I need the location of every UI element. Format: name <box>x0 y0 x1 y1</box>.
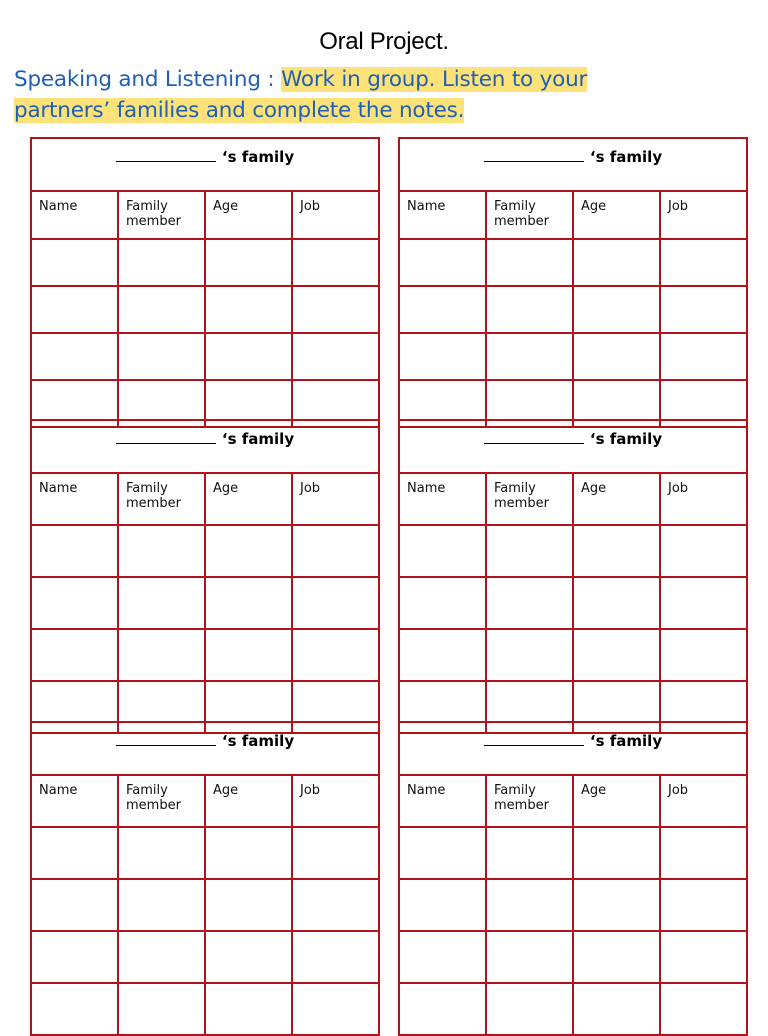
blank-cell[interactable] <box>486 333 573 380</box>
blank-cell[interactable] <box>118 931 205 983</box>
blank-cell[interactable] <box>486 239 573 286</box>
table-row <box>399 239 747 286</box>
blank-cell[interactable] <box>399 931 486 983</box>
name-blank-line[interactable] <box>484 744 584 746</box>
blank-cell[interactable] <box>118 333 205 380</box>
blank-cell[interactable] <box>292 827 379 879</box>
blank-cell[interactable] <box>573 983 660 1035</box>
blank-cell[interactable] <box>660 239 747 286</box>
blank-cell[interactable] <box>292 983 379 1035</box>
family-title-suffix: ‘s family <box>589 732 663 750</box>
header-job: Job <box>660 473 747 525</box>
blank-cell[interactable] <box>205 827 292 879</box>
blank-cell[interactable] <box>573 525 660 577</box>
blank-cell[interactable] <box>573 629 660 681</box>
table-row <box>31 577 379 629</box>
family-table <box>398 419 748 734</box>
table-row <box>31 931 379 983</box>
header-job: Job <box>292 191 379 239</box>
table-row <box>31 827 379 879</box>
family-table-title[interactable] <box>31 138 379 191</box>
table-row <box>399 931 747 983</box>
blank-cell[interactable] <box>399 239 486 286</box>
blank-cell[interactable] <box>573 239 660 286</box>
blank-cell[interactable] <box>31 286 118 333</box>
table-row <box>31 239 379 286</box>
family-table-title[interactable] <box>399 138 747 191</box>
header-age: Age <box>573 473 660 525</box>
blank-cell[interactable] <box>292 577 379 629</box>
blank-cell[interactable] <box>292 879 379 931</box>
blank-cell[interactable] <box>118 286 205 333</box>
blank-cell[interactable] <box>31 239 118 286</box>
header-age: Age <box>573 191 660 239</box>
header-family-member: Family member <box>486 473 573 525</box>
table-row <box>31 333 379 380</box>
table-row <box>31 525 379 577</box>
family-table <box>30 137 380 428</box>
header-name: Name <box>399 473 486 525</box>
blank-cell[interactable] <box>486 827 573 879</box>
blank-cell[interactable] <box>660 577 747 629</box>
header-family-member: Family member <box>118 775 205 827</box>
blank-cell[interactable] <box>660 286 747 333</box>
family-title-suffix: ‘s family <box>221 430 295 448</box>
blank-cell[interactable] <box>573 286 660 333</box>
header-name: Name <box>31 191 118 239</box>
table-row <box>399 333 747 380</box>
header-name: Name <box>399 775 486 827</box>
header-job: Job <box>292 473 379 525</box>
blank-cell[interactable] <box>292 931 379 983</box>
blank-cell[interactable] <box>573 577 660 629</box>
table-row <box>399 525 747 577</box>
blank-cell[interactable] <box>118 827 205 879</box>
header-family-member: Family member <box>486 775 573 827</box>
blank-cell[interactable] <box>486 525 573 577</box>
family-table <box>398 137 748 428</box>
blank-cell[interactable] <box>205 983 292 1035</box>
family-table-title[interactable] <box>399 420 747 473</box>
blank-cell[interactable] <box>31 879 118 931</box>
blank-cell[interactable] <box>486 577 573 629</box>
blank-cell[interactable] <box>399 577 486 629</box>
header-name: Name <box>31 473 118 525</box>
name-blank-line[interactable] <box>484 160 584 162</box>
instruction-label: Speaking and Listening : <box>14 67 282 92</box>
blank-cell[interactable] <box>31 577 118 629</box>
blank-cell[interactable] <box>486 629 573 681</box>
header-name: Name <box>31 775 118 827</box>
blank-cell[interactable] <box>486 931 573 983</box>
family-table <box>398 721 748 1036</box>
blank-cell[interactable] <box>205 239 292 286</box>
family-table <box>30 419 380 734</box>
blank-cell[interactable] <box>205 525 292 577</box>
blank-cell[interactable] <box>292 629 379 681</box>
blank-cell[interactable] <box>118 577 205 629</box>
table-row <box>31 629 379 681</box>
header-age: Age <box>205 775 292 827</box>
family-title-suffix: ‘s family <box>589 430 663 448</box>
blank-cell[interactable] <box>573 333 660 380</box>
blank-cell[interactable] <box>399 629 486 681</box>
blank-cell[interactable] <box>399 879 486 931</box>
blank-cell[interactable] <box>205 577 292 629</box>
table-row <box>399 983 747 1035</box>
blank-cell[interactable] <box>118 629 205 681</box>
blank-cell[interactable] <box>486 286 573 333</box>
blank-cell[interactable] <box>205 879 292 931</box>
name-blank-line[interactable] <box>116 744 216 746</box>
blank-cell[interactable] <box>660 827 747 879</box>
blank-cell[interactable] <box>660 931 747 983</box>
family-table <box>30 721 380 1036</box>
blank-cell[interactable] <box>31 629 118 681</box>
header-family-member: Family member <box>118 191 205 239</box>
header-age: Age <box>205 473 292 525</box>
name-blank-line[interactable] <box>116 442 216 444</box>
blank-cell[interactable] <box>399 525 486 577</box>
blank-cell[interactable] <box>660 525 747 577</box>
table-row <box>31 286 379 333</box>
family-title-suffix: ‘s family <box>221 732 295 750</box>
blank-cell[interactable] <box>486 983 573 1035</box>
family-table-title[interactable] <box>31 420 379 473</box>
family-table-title[interactable] <box>399 722 747 775</box>
blank-cell[interactable] <box>573 827 660 879</box>
blank-cell[interactable] <box>31 333 118 380</box>
family-title-suffix: ‘s family <box>589 148 663 166</box>
instructions <box>14 64 754 126</box>
blank-cell[interactable] <box>660 629 747 681</box>
header-age: Age <box>573 775 660 827</box>
header-job: Job <box>292 775 379 827</box>
header-age: Age <box>205 191 292 239</box>
blank-cell[interactable] <box>660 879 747 931</box>
blank-cell[interactable] <box>399 333 486 380</box>
page-title: Oral Project. <box>319 28 449 55</box>
header-family-member: Family member <box>118 473 205 525</box>
header-job: Job <box>660 775 747 827</box>
blank-cell[interactable] <box>118 525 205 577</box>
instruction-highlight-2: partners’ families and complete the notes. <box>14 98 465 123</box>
blank-cell[interactable] <box>486 879 573 931</box>
blank-cell[interactable] <box>399 827 486 879</box>
blank-cell[interactable] <box>31 931 118 983</box>
table-row <box>399 629 747 681</box>
table-row <box>399 827 747 879</box>
family-title-suffix: ‘s family <box>221 148 295 166</box>
blank-cell[interactable] <box>31 827 118 879</box>
table-row <box>31 879 379 931</box>
blank-cell[interactable] <box>399 286 486 333</box>
header-family-member: Family member <box>486 191 573 239</box>
table-row <box>399 879 747 931</box>
blank-cell[interactable] <box>292 333 379 380</box>
blank-cell[interactable] <box>292 239 379 286</box>
blank-cell[interactable] <box>118 239 205 286</box>
blank-cell[interactable] <box>292 286 379 333</box>
blank-cell[interactable] <box>660 983 747 1035</box>
name-blank-line[interactable] <box>116 160 216 162</box>
family-table-title[interactable] <box>31 722 379 775</box>
blank-cell[interactable] <box>573 879 660 931</box>
blank-cell[interactable] <box>118 983 205 1035</box>
blank-cell[interactable] <box>205 286 292 333</box>
instruction-highlight-1: Work in group. Listen to your <box>281 67 588 92</box>
blank-cell[interactable] <box>399 983 486 1035</box>
header-name: Name <box>399 191 486 239</box>
blank-cell[interactable] <box>31 983 118 1035</box>
blank-cell[interactable] <box>573 931 660 983</box>
header-job: Job <box>660 191 747 239</box>
name-blank-line[interactable] <box>484 442 584 444</box>
table-row <box>31 983 379 1035</box>
blank-cell[interactable] <box>205 333 292 380</box>
blank-cell[interactable] <box>205 629 292 681</box>
blank-cell[interactable] <box>660 333 747 380</box>
table-row <box>399 577 747 629</box>
table-row <box>399 286 747 333</box>
blank-cell[interactable] <box>292 525 379 577</box>
blank-cell[interactable] <box>205 931 292 983</box>
blank-cell[interactable] <box>118 879 205 931</box>
blank-cell[interactable] <box>31 525 118 577</box>
